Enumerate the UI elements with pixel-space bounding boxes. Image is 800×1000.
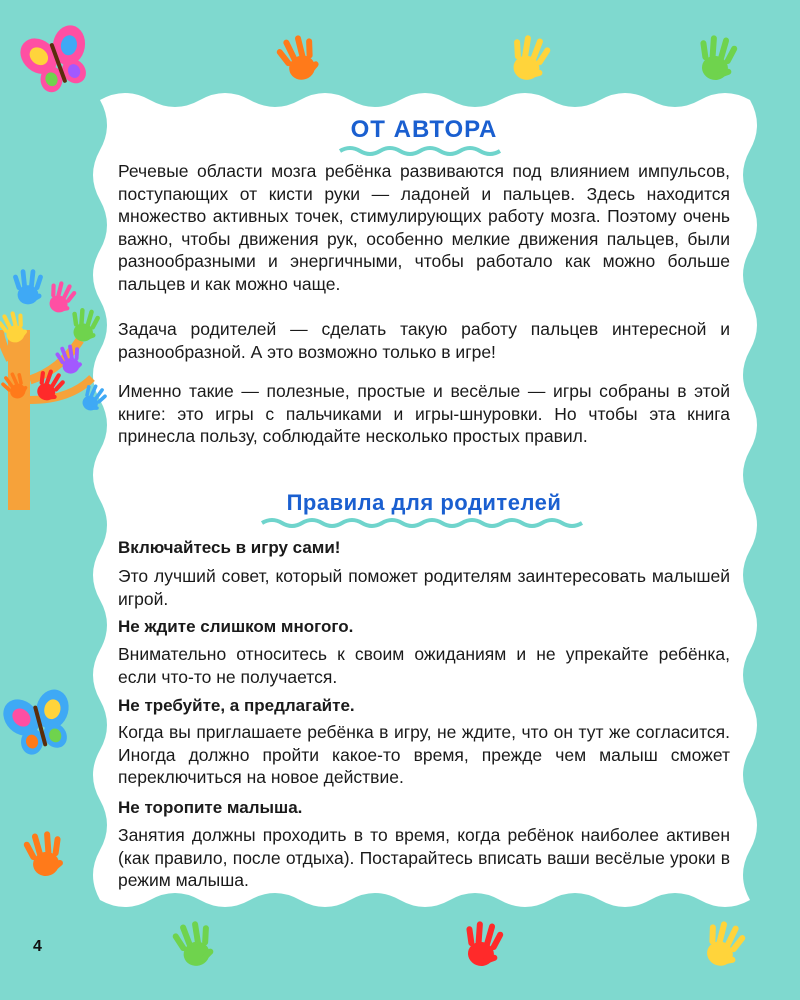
handprint-icon [273, 31, 325, 86]
butterfly-icon [8, 13, 106, 104]
handprint-icon [694, 33, 740, 83]
handprint-icon [460, 919, 506, 969]
rule-text: Внимательно относитесь к своим ожиданиям и не упрекайте ребёнка, если что-то не получается. [118, 644, 730, 687]
handprint-icon [169, 918, 218, 971]
butterfly-icon [0, 679, 86, 765]
handprint-icon [67, 306, 101, 344]
rule-text: Занятия должны проходить в то время, когда ребёнок наиболее активен (как правило, после отдыха). Постарайтесь вписать ваши весёлые уроки в режим малыша. [118, 825, 730, 890]
rule-heading: Не ждите слишком многого. [118, 617, 354, 636]
rule-heading: Не торопите малыша. [118, 798, 303, 817]
rules-section-title: Правила для родителей [286, 490, 562, 515]
rule-text: Когда вы приглашаете ребёнка в игру, не ждите, что он тут же согласится. Иногда должно пройти какое-то время, прежде чем малыш сможет переключиться на новое действие. [118, 722, 730, 787]
page-number: 4 [33, 938, 42, 955]
handprint-icon [505, 32, 554, 85]
rule-heading: Не требуйте, а предлагайте. [118, 696, 355, 715]
handprint-icon [698, 917, 750, 972]
author-paragraph: Именно такие — полезные, простые и весёлые — игры собраны в этой книге: это игры с пальчиками и игры-шнуровки. Но чтобы эта книга принесла пользу, соблюдайте несколько простых правил. [118, 381, 730, 446]
handprint-icon [43, 278, 79, 316]
author-section-title: ОТ АВТОРА [350, 116, 498, 143]
author-paragraph: Речевые области мозга ребёнка развиваются под влиянием импульсов, поступающих от кисти руки — ладоней и пальцев. Здесь находится множество активных точек, стимулирующих работу мозга. Поэтому очень важно, чтобы движения рук, особенно мелкие движения пальцев, были разнообразными и энергичными, чтобы работало как можно больше пальцев и как можно чаще. [118, 161, 730, 294]
rule-heading: Включайтесь в игру сами! [118, 538, 341, 557]
handprint-icon [12, 269, 43, 304]
rule-text: Это лучший совет, который поможет родителям заинтересовать малышей игрой. [118, 566, 730, 609]
author-paragraph: Задача родителей — сделать такую работу пальцев интересной и разнообразной. А это возможно только в игре! [118, 319, 730, 362]
handprint-icon [21, 829, 67, 879]
